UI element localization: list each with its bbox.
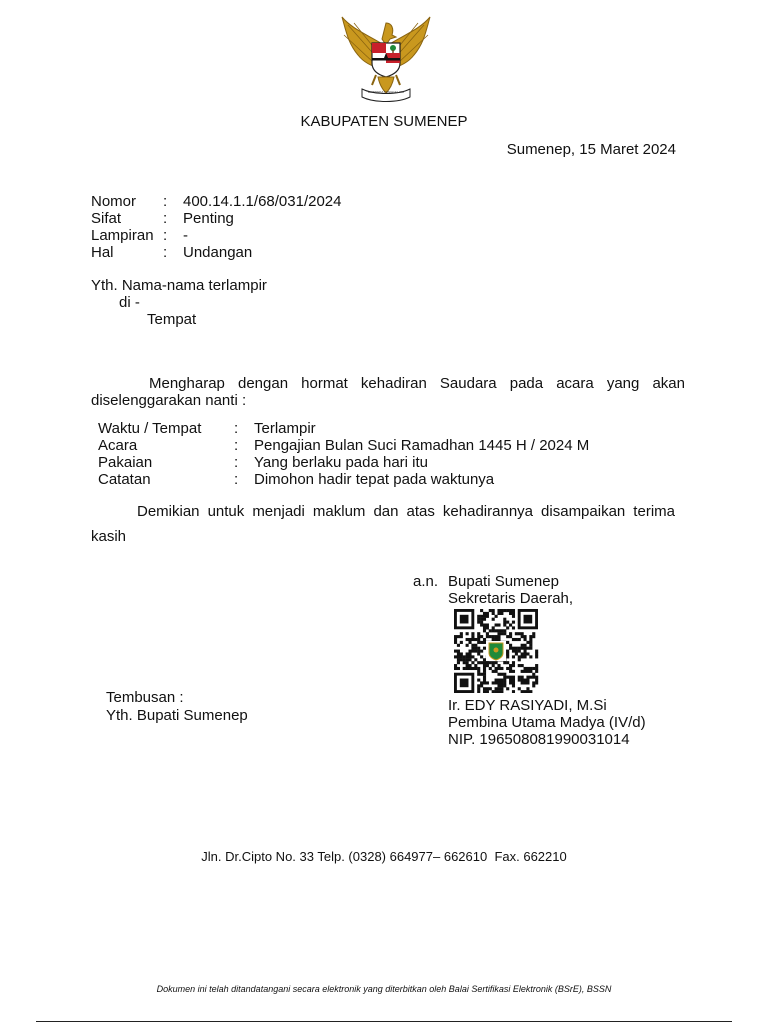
meta-value: 400.14.1.1/68/031/2024 [183, 193, 342, 210]
signer-nip: NIP. 196508081990031014 [448, 731, 630, 748]
meta-value: Penting [183, 210, 234, 227]
meta-value: - [183, 227, 188, 244]
detail-value: Pengajian Bulan Suci Ramadhan 1445 H / 2024 M [254, 437, 590, 454]
garuda-emblem-icon [338, 15, 434, 103]
detail-value: Terlampir [254, 420, 316, 437]
signer-rank: Pembina Utama Madya (IV/d) [448, 714, 646, 731]
meta-colon: : [163, 193, 168, 210]
closing-line-2: kasih [91, 528, 127, 545]
meta-label: Hal [91, 244, 114, 261]
meta-colon: : [163, 210, 168, 227]
meta-colon: : [163, 244, 168, 261]
detail-colon: : [234, 454, 239, 471]
cc-item: Yth. Bupati Sumenep [106, 707, 248, 724]
detail-colon: : [234, 420, 239, 437]
detail-label: Catatan [98, 471, 151, 488]
meta-label: Lampiran [91, 227, 154, 244]
detail-label: Acara [98, 437, 138, 454]
detail-label: Waktu / Tempat [98, 420, 202, 437]
closing-line-1: Demikian untuk menjadi maklum dan atas kehadirannya disampaikan terima [137, 503, 675, 520]
footer-esign-notice: Dokumen ini telah ditandatangani secara elektronik yang diterbitkan oleh Balai Sertifikasi Elektronik (BSrE), BSSN [156, 984, 612, 994]
signature-role: Sekretaris Daerah, [448, 590, 574, 607]
emblem-motto: BHINNEKA TUNGGAL IKA [367, 90, 404, 94]
body-intro: Mengharap dengan hormat kehadiran Saudara pada acara yang akan diselenggarakan nanti : [91, 375, 685, 410]
detail-label: Pakaian [98, 454, 153, 471]
signature-prefix: a.n. [413, 573, 439, 590]
cc-title: Tembusan : [106, 689, 184, 706]
meta-label: Nomor [91, 193, 137, 210]
place-date: Sumenep, 15 Maret 2024 [506, 141, 676, 158]
recipient-line-1: Yth. Nama-nama terlampir [91, 277, 267, 294]
signer-name: Ir. EDY RASIYADI, M.Si [448, 697, 607, 714]
signature-office: Bupati Sumenep [448, 573, 559, 590]
recipient-line-3: Tempat [147, 311, 197, 328]
meta-value: Undangan [183, 244, 253, 261]
detail-colon: : [234, 471, 239, 488]
footer-rule [36, 1021, 732, 1022]
qr-code-icon [452, 609, 540, 693]
detail-colon: : [234, 437, 239, 454]
meta-colon: : [163, 227, 168, 244]
detail-value: Dimohon hadir tepat pada waktunya [254, 471, 495, 488]
footer-address: Jln. Dr.Cipto No. 33 Telp. (0328) 664977– 662610 Fax. 662210 [201, 849, 567, 864]
recipient-line-2: di - [119, 294, 140, 311]
meta-label: Sifat [91, 210, 122, 227]
regency-title: KABUPATEN SUMENEP [300, 113, 468, 130]
detail-value: Yang berlaku pada hari itu [254, 454, 429, 471]
